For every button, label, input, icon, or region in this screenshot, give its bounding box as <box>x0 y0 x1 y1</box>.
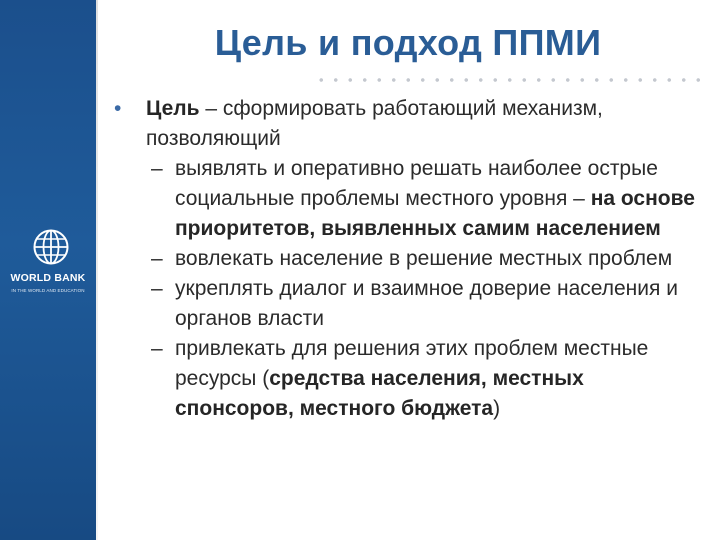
dash-marker: – <box>151 337 163 360</box>
sub-item-4-text-end: ) <box>493 397 501 420</box>
sub-item-3 <box>114 274 704 334</box>
sub-item-4-text: привлекать для решения этих проблем местные ресурсы ( <box>175 337 649 390</box>
sub-item-1-text: выявлять и оперативно решать наиболее острые социальные проблемы местного уровня – <box>175 157 658 210</box>
slide-title: Цель и подход ППМИ <box>214 22 602 63</box>
world-bank-logo-tagline: IN THE WORLD AND EDUCATION <box>11 288 85 293</box>
sub-item-2 <box>114 244 704 274</box>
left-sidebar-band <box>0 0 96 540</box>
main-bullet <box>114 94 704 154</box>
globe-icon <box>33 229 69 265</box>
dash-marker: – <box>151 277 163 300</box>
dash-marker: – <box>151 157 163 180</box>
sidebar-edge <box>96 0 98 540</box>
sub-item-1-bold: на основе приоритетов, выявленных самим населением <box>175 187 695 240</box>
bullet-marker: • <box>114 97 122 120</box>
sub-item-1 <box>114 154 704 244</box>
bullet-lead-text: – сформировать работающий механизм, позволяющий <box>146 97 603 150</box>
sub-item-4 <box>114 334 704 424</box>
dotted-divider <box>314 77 704 83</box>
dash-marker: – <box>151 247 163 270</box>
world-bank-logo-name: WORLD BANK <box>10 272 86 284</box>
slide-body <box>114 94 704 424</box>
sub-item-4-bold: средства населения, местных спонсоров, местного бюджета <box>175 367 584 420</box>
sub-item-2-text: вовлекать население в решение местных проблем <box>175 247 673 270</box>
sub-item-3-text: укреплять диалог и взаимное доверие населения и органов власти <box>175 277 678 330</box>
bullet-lead-bold: Цель <box>146 97 200 120</box>
